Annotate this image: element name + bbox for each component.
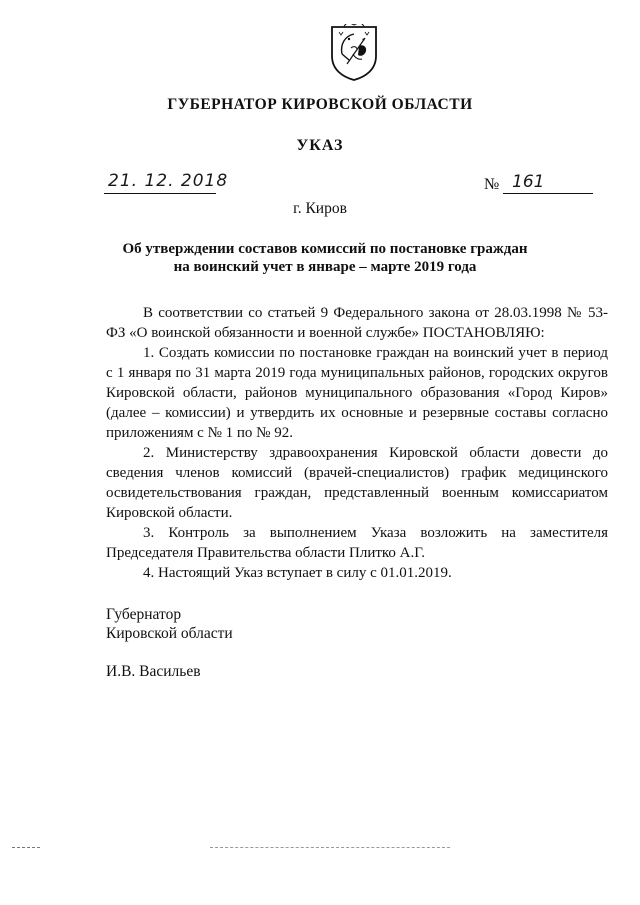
signatory-region: Кировской области xyxy=(106,625,233,642)
signatory-position: Губернатор xyxy=(106,606,182,623)
signatory-name: И.В. Васильев xyxy=(106,663,201,680)
item-4-paragraph: 4. Настоящий Указ вступает в силу с 01.01.2019. xyxy=(143,565,452,581)
signature-block xyxy=(106,605,233,681)
intro-paragraph: В соответствии со статьей 9 Федерального закона от 28.03.1998 № 53-ФЗ «О воинской обязанности и военной службе» ПОСТАНОВЛЯЮ: xyxy=(106,305,608,341)
scan-artifact-left xyxy=(12,847,40,848)
document-type: УКАЗ xyxy=(296,137,344,154)
kirov-coat-of-arms-icon xyxy=(329,24,379,82)
date-underline xyxy=(104,193,216,194)
title-line-1: Об утверждении составов комиссий по постановке граждан xyxy=(122,241,528,257)
item-2-paragraph: 2. Министерству здравоохранения Кировской области довести до сведения членов комиссий (врачей-специалистов) график медицинского освидетельствования граждан, представленный военным комиссариатом Кировской области. xyxy=(106,445,608,521)
document-title xyxy=(120,240,530,276)
item-3-paragraph: 3. Контроль за выполнением Указа возложить на заместителя Председателя Правительства области Плитко А.Г. xyxy=(106,525,608,561)
number-label: № xyxy=(484,176,500,193)
handwritten-number: 161 xyxy=(512,172,545,192)
number-underline xyxy=(503,193,593,194)
title-line-2: на воинский учет в январе – марте 2019 года xyxy=(173,259,477,275)
handwritten-date: 21. 12. 2018 xyxy=(108,171,229,191)
scan-artifact-center xyxy=(210,847,450,848)
city-of-issue: г. Киров xyxy=(293,200,347,217)
item-1-paragraph: 1. Создать комиссии по постановке граждан на воинский учет в период с 1 января по 31 марта 2019 года муниципальных районов, городских округов Кировской области, районов муниципального образования «Город Киров» (далее – комиссии) и утвердить их основные и резервные составы согласно приложениям с № 1 по № 92. xyxy=(106,345,608,441)
document-body xyxy=(106,303,608,583)
issuer-heading: ГУБЕРНАТОР КИРОВСКОЙ ОБЛАСТИ xyxy=(167,96,473,113)
